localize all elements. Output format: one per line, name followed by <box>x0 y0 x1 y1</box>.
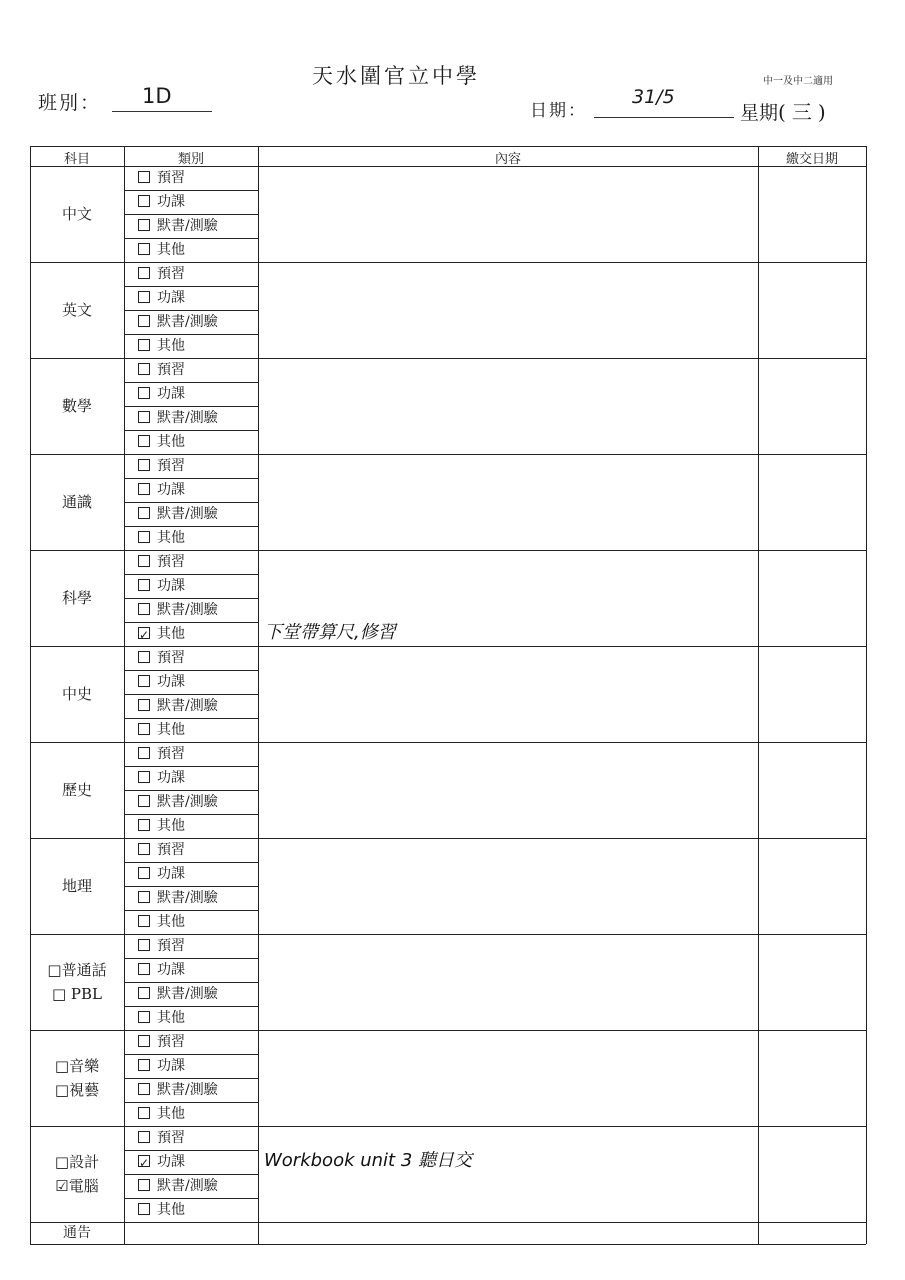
grid-line <box>124 1054 258 1055</box>
category-label: 其他 <box>157 1202 185 1218</box>
checkbox-icon[interactable] <box>138 1179 150 1191</box>
checkbox-icon[interactable] <box>138 291 150 303</box>
checkbox-icon[interactable] <box>138 987 150 999</box>
category-row[interactable] <box>124 982 258 1006</box>
category-label: 其他 <box>157 626 185 642</box>
category-label: 預習 <box>157 650 185 666</box>
grid-line <box>30 1244 866 1245</box>
grid-line <box>30 146 866 147</box>
category-label: 其他 <box>157 1106 185 1122</box>
grid-line <box>124 1174 258 1175</box>
category-label: 預習 <box>157 1034 185 1050</box>
category-row[interactable] <box>124 670 258 694</box>
category-label: 功課 <box>157 962 185 978</box>
category-row[interactable] <box>124 862 258 886</box>
category-row[interactable] <box>124 214 258 238</box>
checkbox-icon[interactable] <box>138 603 150 615</box>
date-label: 日期： <box>530 101 587 121</box>
category-label: 其他 <box>157 434 185 450</box>
category-label: 默書/測驗 <box>157 986 218 1002</box>
checkbox-icon[interactable] <box>138 675 150 687</box>
grid-line <box>124 1102 258 1103</box>
category-label: 功課 <box>157 482 185 498</box>
due-date-cell[interactable] <box>758 1030 866 1126</box>
weekday-label-text: 星期 <box>740 102 779 124</box>
grid-line <box>124 814 258 815</box>
category-row[interactable] <box>124 166 258 190</box>
grid-line <box>124 1150 258 1151</box>
category-row[interactable] <box>124 382 258 406</box>
subject-name: □普通話 □ PBL <box>47 961 107 1003</box>
category-label: 默書/測驗 <box>157 410 218 426</box>
grid-line <box>258 146 259 1244</box>
due-date-cell[interactable] <box>758 166 866 262</box>
grid-line <box>124 1198 258 1199</box>
category-row[interactable] <box>124 262 258 286</box>
grid-line <box>124 190 258 191</box>
content-entry[interactable]: Workbook unit 3 聽日交 <box>264 1150 473 1171</box>
checkbox-icon[interactable] <box>138 1011 150 1023</box>
due-date-cell[interactable] <box>758 934 866 1030</box>
grid-line <box>124 718 258 719</box>
category-row[interactable] <box>124 646 258 670</box>
category-label: 功課 <box>157 578 185 594</box>
checkbox-icon[interactable] <box>138 771 150 783</box>
checkbox-icon[interactable] <box>138 555 150 567</box>
category-label: 默書/測驗 <box>157 1082 218 1098</box>
subject-name: 英文 <box>61 301 92 319</box>
category-row[interactable] <box>124 190 258 214</box>
checkbox-icon[interactable] <box>138 867 150 879</box>
weekday-label <box>740 96 826 125</box>
header-due-date: 繳交日期 <box>785 152 838 167</box>
header-category: 類別 <box>177 152 204 167</box>
category-row[interactable] <box>124 814 258 838</box>
checkbox-icon[interactable] <box>138 891 150 903</box>
subject-name: 地理 <box>61 877 92 895</box>
checkbox-icon[interactable] <box>138 1131 150 1143</box>
checkbox-icon[interactable] <box>138 1155 150 1167</box>
category-row[interactable] <box>124 406 258 430</box>
subject-name: 通識 <box>61 493 92 511</box>
checkbox-icon[interactable] <box>138 459 150 471</box>
checkbox-icon[interactable] <box>138 795 150 807</box>
checkbox-icon[interactable] <box>138 195 150 207</box>
class-field[interactable]: 1D <box>112 84 212 112</box>
category-label: 預習 <box>157 554 185 570</box>
checkbox-icon[interactable] <box>138 1083 150 1095</box>
category-row[interactable] <box>124 358 258 382</box>
category-row[interactable] <box>124 958 258 982</box>
due-date-cell[interactable] <box>758 262 866 358</box>
checkbox-icon[interactable] <box>138 315 150 327</box>
category-row[interactable] <box>124 1054 258 1078</box>
due-date-cell[interactable] <box>758 550 866 646</box>
category-row[interactable] <box>124 526 258 550</box>
grid-line <box>124 430 258 431</box>
category-label: 默書/測驗 <box>157 794 218 810</box>
category-label: 其他 <box>157 914 185 930</box>
due-date-cell[interactable] <box>758 1126 866 1222</box>
checkbox-icon[interactable] <box>138 651 150 663</box>
date-field[interactable]: 31/5 <box>594 86 734 118</box>
category-label: 默書/測驗 <box>157 506 218 522</box>
checkbox-icon[interactable] <box>138 819 150 831</box>
category-row[interactable] <box>124 1150 258 1174</box>
category-label: 預習 <box>157 266 185 282</box>
category-label: 預習 <box>157 362 185 378</box>
grid-line <box>124 598 258 599</box>
grid-line <box>124 526 258 527</box>
category-row[interactable] <box>124 550 258 574</box>
weekday-field[interactable]: 三 <box>791 100 812 124</box>
category-label: 默書/測驗 <box>157 602 218 618</box>
category-row[interactable] <box>124 910 258 934</box>
category-row[interactable] <box>124 310 258 334</box>
subject-name: 中史 <box>61 685 92 703</box>
category-label: 功課 <box>157 770 185 786</box>
grid-line <box>124 886 258 887</box>
grid-line <box>124 238 258 239</box>
grid-line <box>124 146 125 1244</box>
grid-line <box>124 286 258 287</box>
checkbox-icon[interactable] <box>138 411 150 423</box>
category-label: 預習 <box>157 170 185 186</box>
category-row[interactable] <box>124 766 258 790</box>
grid-line <box>124 1006 258 1007</box>
usage-note: 中一及中二適用 <box>763 76 833 87</box>
subject-name: 歷史 <box>61 781 92 799</box>
checkbox-icon[interactable] <box>138 483 150 495</box>
checkbox-icon[interactable] <box>138 747 150 759</box>
category-row[interactable] <box>124 694 258 718</box>
grid-line <box>866 146 867 1244</box>
category-row[interactable] <box>124 238 258 262</box>
checkbox-icon[interactable] <box>138 267 150 279</box>
checkbox-icon[interactable] <box>138 1059 150 1071</box>
checkbox-icon[interactable] <box>138 699 150 711</box>
grid-line <box>30 1222 866 1223</box>
grid-line <box>30 146 31 1244</box>
category-label: 功課 <box>157 674 185 690</box>
due-date-cell[interactable] <box>758 646 866 742</box>
subject-name: 中文 <box>61 205 92 223</box>
checkbox-icon[interactable] <box>138 507 150 519</box>
checkbox-icon[interactable] <box>138 531 150 543</box>
category-row[interactable] <box>124 790 258 814</box>
category-row[interactable] <box>124 598 258 622</box>
category-row[interactable] <box>124 502 258 526</box>
grid-line <box>124 502 258 503</box>
category-label: 其他 <box>157 722 185 738</box>
category-label: 默書/測驗 <box>157 890 218 906</box>
category-row[interactable] <box>124 454 258 478</box>
due-date-cell[interactable] <box>758 454 866 550</box>
content-entry[interactable]: 下堂帶算尺,修習 <box>264 622 396 643</box>
category-row[interactable] <box>124 1198 258 1222</box>
category-label: 默書/測驗 <box>157 698 218 714</box>
category-row[interactable] <box>124 718 258 742</box>
due-date-cell[interactable] <box>758 358 866 454</box>
category-label: 其他 <box>157 818 185 834</box>
checkbox-icon[interactable] <box>138 963 150 975</box>
category-row[interactable] <box>124 886 258 910</box>
category-row[interactable] <box>124 1078 258 1102</box>
subject-name: 科學 <box>61 589 92 607</box>
subject-name: 數學 <box>61 397 92 415</box>
checkbox-icon[interactable] <box>138 171 150 183</box>
checkbox-icon[interactable] <box>138 1203 150 1215</box>
checkbox-icon[interactable] <box>138 939 150 951</box>
due-date-cell[interactable] <box>758 838 866 934</box>
checkbox-icon[interactable] <box>138 387 150 399</box>
checkbox-icon[interactable] <box>138 579 150 591</box>
grid-line <box>124 406 258 407</box>
checkbox-icon[interactable] <box>138 1107 150 1119</box>
weekday-open-paren: ( <box>778 100 786 124</box>
category-label: 其他 <box>157 530 185 546</box>
category-label: 默書/測驗 <box>157 314 218 330</box>
checkbox-icon[interactable] <box>138 915 150 927</box>
category-row[interactable] <box>124 622 258 646</box>
subject-name: □音樂 □視藝 <box>54 1057 100 1099</box>
category-label: 預習 <box>157 938 185 954</box>
school-name: 天水圍官立中學 <box>312 64 480 88</box>
category-row[interactable] <box>124 838 258 862</box>
grid-line <box>124 982 258 983</box>
category-row[interactable] <box>124 430 258 454</box>
checkbox-icon[interactable] <box>138 243 150 255</box>
grid-line <box>124 478 258 479</box>
grid-line <box>124 958 258 959</box>
grid-line <box>124 1078 258 1079</box>
grid-line <box>124 862 258 863</box>
notice-label: 通告 <box>63 1225 91 1241</box>
checkbox-icon[interactable] <box>138 723 150 735</box>
weekday-close-paren: ) <box>817 100 826 124</box>
grid-line <box>124 214 258 215</box>
category-label: 功課 <box>157 866 185 882</box>
category-label: 預習 <box>157 842 185 858</box>
category-row[interactable] <box>124 1102 258 1126</box>
checkbox-icon[interactable] <box>138 1035 150 1047</box>
category-label: 其他 <box>157 1010 185 1026</box>
category-label: 功課 <box>157 290 185 306</box>
category-label: 默書/測驗 <box>157 218 218 234</box>
class-label: 班別： <box>38 92 102 114</box>
category-row[interactable] <box>124 934 258 958</box>
category-label: 功課 <box>157 1154 185 1170</box>
category-row[interactable] <box>124 1030 258 1054</box>
category-label: 功課 <box>157 194 185 210</box>
due-date-cell[interactable] <box>758 742 866 838</box>
checkbox-icon[interactable] <box>138 843 150 855</box>
category-row[interactable] <box>124 478 258 502</box>
category-label: 預習 <box>157 458 185 474</box>
category-label: 其他 <box>157 242 185 258</box>
category-label: 功課 <box>157 386 185 402</box>
grid-line <box>124 694 258 695</box>
category-label: 功課 <box>157 1058 185 1074</box>
checkbox-icon[interactable] <box>138 363 150 375</box>
category-row[interactable] <box>124 1174 258 1198</box>
category-label: 其他 <box>157 338 185 354</box>
checkbox-icon[interactable] <box>138 627 150 639</box>
grid-line <box>758 146 759 1244</box>
checkbox-icon[interactable] <box>138 435 150 447</box>
category-label: 預習 <box>157 1130 185 1146</box>
grid-line <box>124 574 258 575</box>
category-row[interactable] <box>124 742 258 766</box>
checkbox-icon[interactable] <box>138 219 150 231</box>
checkbox-icon[interactable] <box>138 339 150 351</box>
grid-line <box>124 382 258 383</box>
grid-line <box>124 622 258 623</box>
category-label: 預習 <box>157 746 185 762</box>
grid-line <box>124 766 258 767</box>
category-row[interactable] <box>124 334 258 358</box>
grid-line <box>124 670 258 671</box>
category-label: 默書/測驗 <box>157 1178 218 1194</box>
grid-line <box>124 910 258 911</box>
grid-line <box>124 790 258 791</box>
header-content: 內容 <box>494 152 521 167</box>
category-row[interactable] <box>124 574 258 598</box>
category-row[interactable] <box>124 1006 258 1030</box>
grid-line <box>124 310 258 311</box>
category-row[interactable] <box>124 286 258 310</box>
header-subject: 科目 <box>63 152 90 167</box>
grid-line <box>124 334 258 335</box>
subject-name: □設計 ☑電腦 <box>54 1153 100 1195</box>
category-row[interactable] <box>124 1126 258 1150</box>
